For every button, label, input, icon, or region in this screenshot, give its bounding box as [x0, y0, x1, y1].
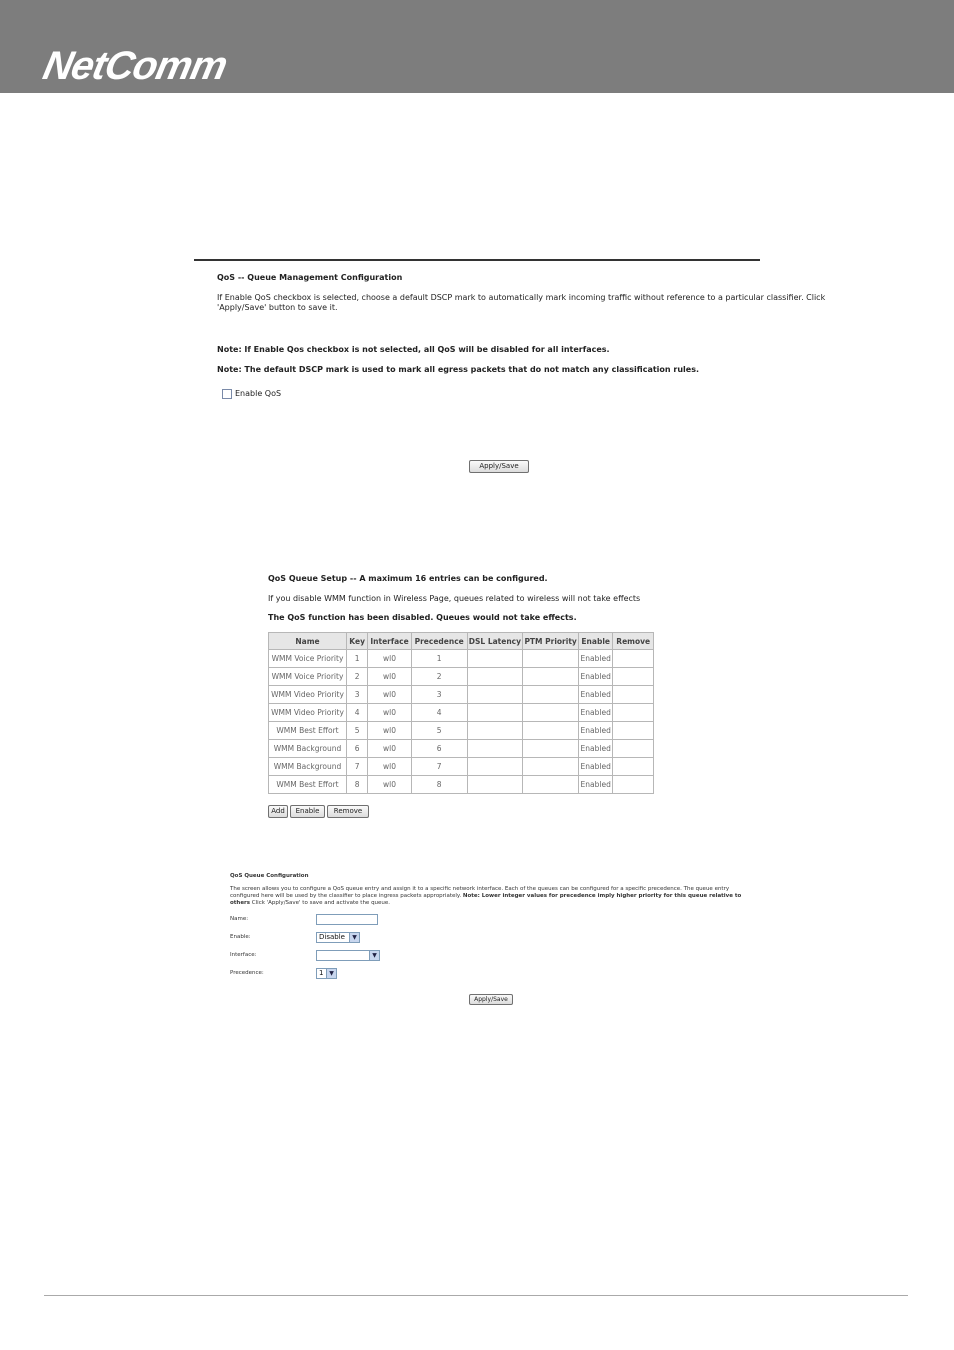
cell-ptm-priority: [523, 776, 579, 794]
cell-remove: [613, 776, 654, 794]
cell-name: WMM Best Effort: [269, 776, 347, 794]
cell-interface: wl0: [368, 686, 412, 704]
cell-name: WMM Background: [269, 740, 347, 758]
queue-name-input[interactable]: [316, 914, 378, 925]
qos-mgmt-title: QoS -- Queue Management Configuration: [217, 273, 403, 282]
queue-table: [268, 632, 654, 794]
cell-remove: [613, 704, 654, 722]
cell-remove: [613, 668, 654, 686]
cell-ptm-priority: [523, 650, 579, 668]
cell-interface: wl0: [368, 776, 412, 794]
cell-ptm-priority: [523, 668, 579, 686]
page-header: [0, 0, 954, 93]
table-row: [269, 668, 654, 686]
cell-ptm-priority: [523, 758, 579, 776]
table-row: [269, 758, 654, 776]
cell-enable: Enabled: [578, 722, 612, 740]
cell-enable: Enabled: [578, 668, 612, 686]
add-queue-button[interactable]: Add: [268, 805, 288, 818]
cell-key: 6: [347, 740, 368, 758]
enable-label: Enable:: [230, 934, 251, 940]
queue-config-desc-note: Note: Lower integer values for precedence imply higher priority for this queue relative to others: [230, 893, 742, 906]
cell-interface: wl0: [368, 740, 412, 758]
cell-interface: wl0: [368, 668, 412, 686]
col-header-key: Key: [347, 633, 368, 650]
cell-enable: Enabled: [578, 740, 612, 758]
remove-queue-button[interactable]: Remove: [327, 805, 369, 818]
cell-enable: Enabled: [578, 650, 612, 668]
queue-table-header-row: [269, 633, 654, 650]
col-header-remove: Remove: [613, 633, 654, 650]
table-row: [269, 776, 654, 794]
precedence-label: Precedence:: [230, 970, 264, 976]
cell-name: WMM Voice Priority: [269, 650, 347, 668]
cell-dsl-latency: [467, 776, 523, 794]
cell-precedence: 7: [411, 758, 467, 776]
cell-key: 3: [347, 686, 368, 704]
cell-enable: Enabled: [578, 758, 612, 776]
queue-config-desc-c: Click 'Apply/Save' to save and: [251, 900, 335, 906]
cell-name: WMM Best Effort: [269, 722, 347, 740]
cell-dsl-latency: [467, 686, 523, 704]
cell-key: 4: [347, 704, 368, 722]
table-row: [269, 722, 654, 740]
cell-precedence: 5: [411, 722, 467, 740]
enable-qos-checkbox[interactable]: [222, 389, 232, 399]
enable-select[interactable]: [316, 932, 360, 943]
table-row: [269, 704, 654, 722]
queue-config-desc-a: The screen allows you to configure a QoS queue entry and assign it to a specific network interface. Each of the queues can be configured for a specific precedence. The queue entry configured here will: [230, 886, 730, 899]
qos-mgmt-apply-save-button[interactable]: Apply/Save: [469, 460, 529, 473]
cell-name: WMM Video Priority: [269, 704, 347, 722]
qos-mgmt-desc-line2: 'Apply/Save' button to save it.: [217, 303, 338, 312]
cell-dsl-latency: [467, 650, 523, 668]
cell-precedence: 1: [411, 650, 467, 668]
col-header-name: Name: [269, 633, 347, 650]
cell-precedence: 2: [411, 668, 467, 686]
col-header-enable: Enable: [578, 633, 612, 650]
queue-config-title: QoS Queue Configuration: [230, 873, 309, 879]
enable-qos-label: Enable QoS: [235, 389, 282, 398]
qos-mgmt-desc-line1: If Enable QoS checkbox is selected, choose a default DSCP mark to automatically mark incoming traffic without reference to a particular classifier. Click: [217, 293, 826, 302]
qos-mgmt-note2: Note: The default DSCP mark is used to mark all egress packets that do not match any classification rules.: [217, 365, 699, 374]
chevron-down-icon: ▼: [369, 951, 379, 960]
cell-key: 8: [347, 776, 368, 794]
cell-name: WMM Voice Priority: [269, 668, 347, 686]
queue-config-desc-d: activate the queue.: [336, 900, 391, 906]
table-row: [269, 740, 654, 758]
precedence-select-value: 1: [319, 969, 324, 977]
interface-select[interactable]: [316, 950, 380, 961]
col-header-ptm-priority: PTM Priority: [523, 633, 579, 650]
cell-interface: wl0: [368, 650, 412, 668]
col-header-interface: Interface: [368, 633, 412, 650]
cell-ptm-priority: [523, 722, 579, 740]
cell-key: 2: [347, 668, 368, 686]
cell-enable: Enabled: [578, 776, 612, 794]
cell-precedence: 8: [411, 776, 467, 794]
cell-name: WMM Video Priority: [269, 686, 347, 704]
cell-ptm-priority: [523, 740, 579, 758]
cell-key: 5: [347, 722, 368, 740]
cell-name: WMM Background: [269, 758, 347, 776]
cell-dsl-latency: [467, 722, 523, 740]
qos-mgmt-note1: Note: If Enable Qos checkbox is not selected, all QoS will be disabled for all interfaces.: [217, 345, 610, 354]
cell-dsl-latency: [467, 740, 523, 758]
queue-setup-info: If you disable WMM function in Wireless Page, queues related to wireless will not take effects: [268, 594, 641, 603]
netcomm-logo: NetComm: [39, 44, 231, 88]
name-label: Name:: [230, 916, 249, 922]
cell-interface: wl0: [368, 758, 412, 776]
cell-remove: [613, 740, 654, 758]
cell-remove: [613, 650, 654, 668]
chevron-down-icon: ▼: [349, 933, 359, 942]
section-divider: [194, 259, 760, 261]
footer-divider: [44, 1295, 908, 1296]
cell-key: 1: [347, 650, 368, 668]
cell-dsl-latency: [467, 758, 523, 776]
cell-interface: wl0: [368, 722, 412, 740]
table-row: [269, 686, 654, 704]
cell-remove: [613, 722, 654, 740]
queue-setup-title: QoS Queue Setup -- A maximum 16 entries can be configured.: [268, 574, 548, 583]
col-header-dsl-latency: DSL Latency: [467, 633, 523, 650]
cell-precedence: 3: [411, 686, 467, 704]
cell-ptm-priority: [523, 704, 579, 722]
precedence-select[interactable]: [316, 968, 337, 979]
cell-enable: Enabled: [578, 704, 612, 722]
col-header-precedence: Precedence: [411, 633, 467, 650]
enable-queue-button[interactable]: Enable: [290, 805, 325, 818]
cell-precedence: 6: [411, 740, 467, 758]
cell-remove: [613, 686, 654, 704]
cell-key: 7: [347, 758, 368, 776]
cell-ptm-priority: [523, 686, 579, 704]
chevron-down-icon: ▼: [326, 969, 336, 978]
cell-precedence: 4: [411, 704, 467, 722]
cell-remove: [613, 758, 654, 776]
queue-setup-warning: The QoS function has been disabled. Queues would not take effects.: [268, 613, 577, 622]
queue-config-desc-b: be used by the classifier to place ingress packets appropriately.: [286, 893, 462, 899]
enable-select-value: Disable: [319, 933, 345, 941]
cell-interface: wl0: [368, 704, 412, 722]
interface-label: Interface:: [230, 952, 257, 958]
queue-config-apply-save-button[interactable]: Apply/Save: [469, 994, 513, 1005]
cell-dsl-latency: [467, 668, 523, 686]
table-row: [269, 650, 654, 668]
queue-config-description: [230, 886, 752, 907]
cell-dsl-latency: [467, 704, 523, 722]
cell-enable: Enabled: [578, 686, 612, 704]
